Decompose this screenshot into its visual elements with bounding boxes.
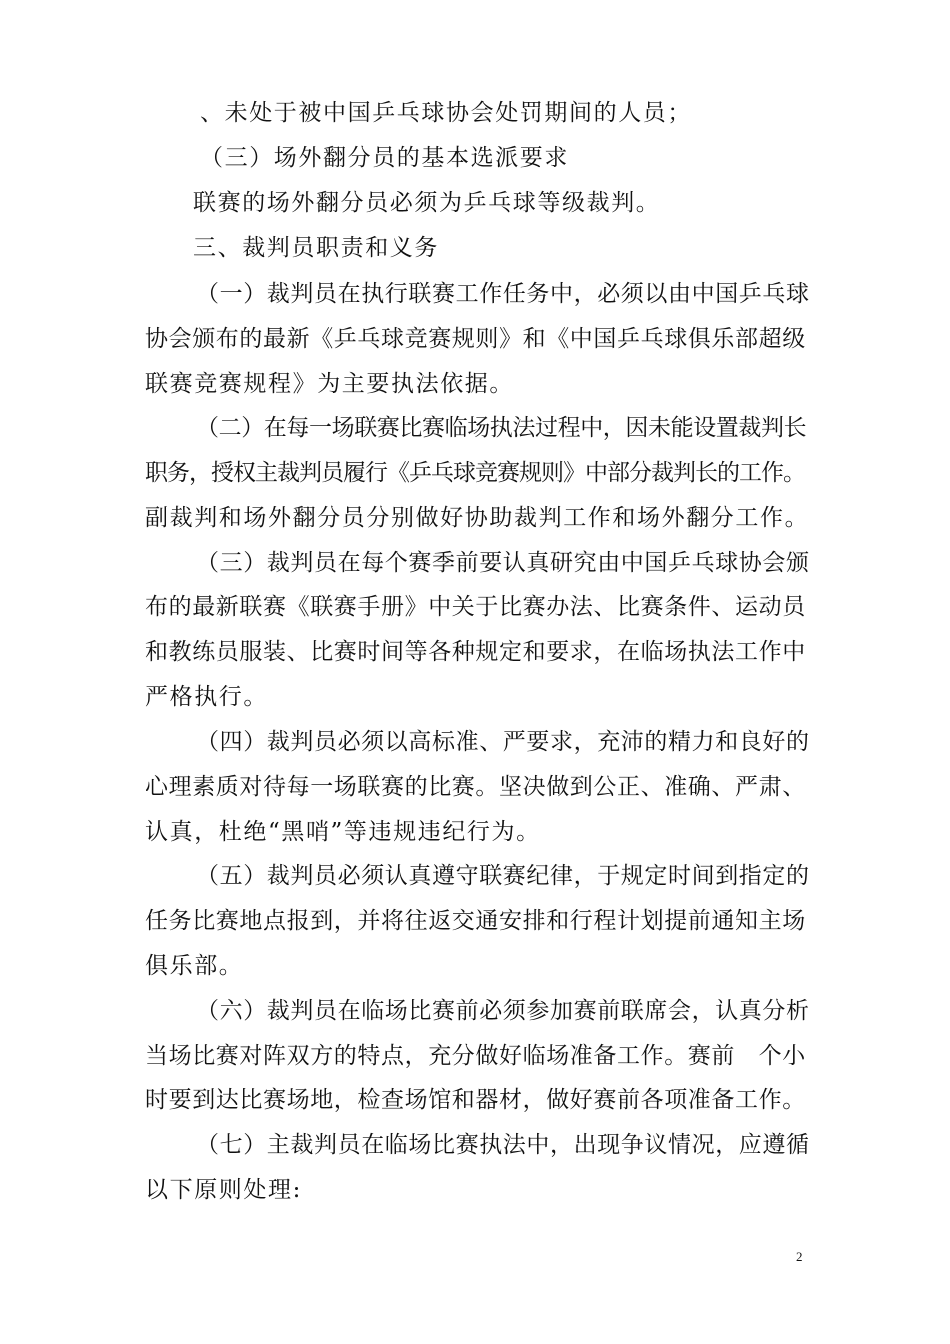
text-line: （三）裁判员在每个赛季前要认真研究由中国乒乓球协会颁 — [196, 550, 810, 576]
text-line: 心理素质对待每一场联赛的比赛。坚决做到公正、准确、严肃、 — [145, 774, 806, 800]
text-line: 认真，杜绝“黑哨”等违规违纪行为。 — [145, 819, 541, 845]
text-line: 联赛的场外翻分员必须为乒乓球等级裁判。 — [193, 190, 661, 216]
text-line: 俱乐部。 — [145, 953, 244, 979]
text-line: （二）在每一场联赛比赛临场执法过程中，因未能设置裁判长 — [196, 415, 807, 441]
text-line: 、未处于被中国乒乓球协会处罚期间的人员； — [200, 100, 692, 126]
text-line: 和教练员服装、比赛时间等各种规定和要求，在临场执法工作中 — [145, 639, 806, 665]
text-line: （一）裁判员在执行联赛工作任务中，必须以由中国乒乓球 — [196, 281, 810, 307]
text-line: 协会颁布的最新《乒乓球竞赛规则》和《中国乒乓球俱乐部超级 — [145, 326, 806, 352]
page-number: 2 — [796, 1249, 803, 1264]
text-line: （六）裁判员在临场比赛前必须参加赛前联席会，认真分析 — [196, 998, 810, 1024]
text-line: 联赛竞赛规程》为主要执法依据。 — [145, 371, 514, 397]
text-line: 严格执行。 — [145, 684, 268, 710]
section-heading: 三、裁判员职责和义务 — [193, 235, 439, 261]
text-line: 职务，授权主裁判员履行《乒乓球竞赛规则》中部分裁判长的工作。 — [145, 460, 805, 486]
text-line: 当场比赛对阵双方的特点，充分做好临场准备工作。赛前 个小 — [145, 1043, 806, 1069]
text-line: 布的最新联赛《联赛手册》中关于比赛办法、比赛条件、运动员 — [145, 594, 806, 620]
text-line: 任务比赛地点报到，并将往返交通安排和行程计划提前通知主场 — [145, 908, 806, 934]
section-heading: （三）场外翻分员的基本选派要求 — [200, 145, 569, 171]
text-line: 副裁判和场外翻分员分别做好协助裁判工作和场外翻分工作。 — [145, 505, 810, 531]
text-line: （七）主裁判员在临场比赛执法中，出现争议情况，应遵循 — [196, 1132, 810, 1158]
text-line: 时要到达比赛场地，检查场馆和器材，做好赛前各项准备工作。 — [145, 1087, 806, 1113]
text-line: （五）裁判员必须认真遵守联赛纪律，于规定时间到指定的 — [196, 863, 810, 889]
text-line: 以下原则处理: — [145, 1177, 302, 1203]
text-line: （四）裁判员必须以高标准、严要求，充沛的精力和良好的 — [196, 729, 810, 755]
